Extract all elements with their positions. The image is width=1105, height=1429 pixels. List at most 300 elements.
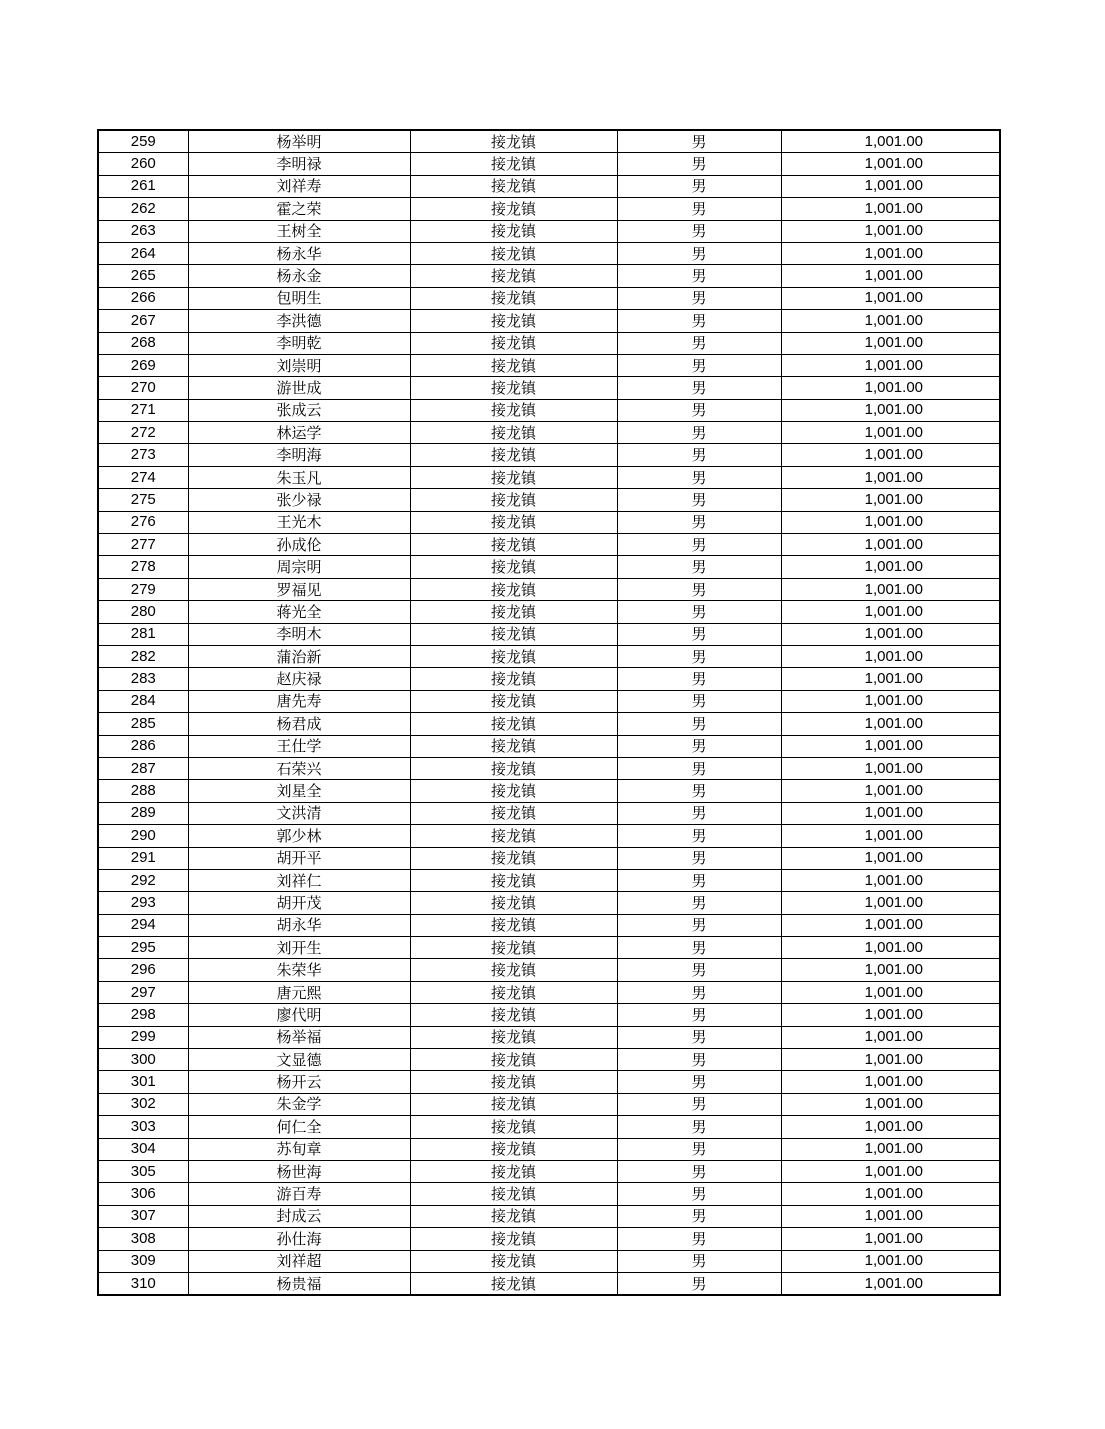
amount-cell: 1,001.00: [781, 310, 1000, 332]
row-number-cell: 269: [98, 354, 188, 376]
table-row: [98, 1138, 1000, 1160]
gender-cell: 男: [617, 354, 781, 376]
table-row: [98, 153, 1000, 175]
amount-cell: 1,001.00: [781, 1093, 1000, 1115]
gender-cell: 男: [617, 534, 781, 556]
name-cell: 王仕学: [188, 735, 410, 757]
town-cell: 接龙镇: [410, 354, 617, 376]
gender-cell: 男: [617, 220, 781, 242]
table-row: [98, 1272, 1000, 1295]
row-number-cell: 305: [98, 1160, 188, 1182]
amount-cell: 1,001.00: [781, 534, 1000, 556]
table-row: [98, 981, 1000, 1003]
gender-cell: 男: [617, 914, 781, 936]
row-number-cell: 291: [98, 847, 188, 869]
town-cell: 接龙镇: [410, 713, 617, 735]
amount-cell: 1,001.00: [781, 1049, 1000, 1071]
amount-cell: 1,001.00: [781, 1205, 1000, 1227]
gender-cell: 男: [617, 1183, 781, 1205]
name-cell: 杨世海: [188, 1160, 410, 1182]
row-number-cell: 282: [98, 645, 188, 667]
name-cell: 朱金学: [188, 1093, 410, 1115]
gender-cell: 男: [617, 847, 781, 869]
town-cell: 接龙镇: [410, 153, 617, 175]
table-row: [98, 310, 1000, 332]
amount-cell: 1,001.00: [781, 1183, 1000, 1205]
town-cell: 接龙镇: [410, 578, 617, 600]
table-row: [98, 1160, 1000, 1182]
gender-cell: 男: [617, 489, 781, 511]
town-cell: 接龙镇: [410, 332, 617, 354]
gender-cell: 男: [617, 645, 781, 667]
town-cell: 接龙镇: [410, 1049, 617, 1071]
town-cell: 接龙镇: [410, 1228, 617, 1250]
data-table: [97, 129, 1001, 1296]
gender-cell: 男: [617, 937, 781, 959]
name-cell: 石荣兴: [188, 757, 410, 779]
town-cell: 接龙镇: [410, 1183, 617, 1205]
table-row: [98, 802, 1000, 824]
table-row: [98, 377, 1000, 399]
name-cell: 杨开云: [188, 1071, 410, 1093]
table-row: [98, 175, 1000, 197]
row-number-cell: 304: [98, 1138, 188, 1160]
table-row: [98, 668, 1000, 690]
gender-cell: 男: [617, 713, 781, 735]
row-number-cell: 289: [98, 802, 188, 824]
table-row: [98, 287, 1000, 309]
gender-cell: 男: [617, 399, 781, 421]
row-number-cell: 281: [98, 623, 188, 645]
table-row: [98, 713, 1000, 735]
row-number-cell: 309: [98, 1250, 188, 1272]
gender-cell: 男: [617, 981, 781, 1003]
amount-cell: 1,001.00: [781, 466, 1000, 488]
name-cell: 朱荣华: [188, 959, 410, 981]
table-row: [98, 556, 1000, 578]
name-cell: 刘祥超: [188, 1250, 410, 1272]
row-number-cell: 290: [98, 825, 188, 847]
town-cell: 接龙镇: [410, 735, 617, 757]
gender-cell: 男: [617, 1228, 781, 1250]
row-number-cell: 297: [98, 981, 188, 1003]
amount-cell: 1,001.00: [781, 242, 1000, 264]
gender-cell: 男: [617, 175, 781, 197]
town-cell: 接龙镇: [410, 802, 617, 824]
gender-cell: 男: [617, 130, 781, 153]
town-cell: 接龙镇: [410, 623, 617, 645]
gender-cell: 男: [617, 153, 781, 175]
amount-cell: 1,001.00: [781, 556, 1000, 578]
table-row: [98, 1205, 1000, 1227]
table-row: [98, 690, 1000, 712]
amount-cell: 1,001.00: [781, 1250, 1000, 1272]
gender-cell: 男: [617, 892, 781, 914]
name-cell: 蒋光全: [188, 601, 410, 623]
amount-cell: 1,001.00: [781, 130, 1000, 153]
gender-cell: 男: [617, 466, 781, 488]
table-body: [98, 130, 1000, 1295]
amount-cell: 1,001.00: [781, 892, 1000, 914]
gender-cell: 男: [617, 578, 781, 600]
row-number-cell: 294: [98, 914, 188, 936]
name-cell: 王光木: [188, 511, 410, 533]
name-cell: 包明生: [188, 287, 410, 309]
row-number-cell: 274: [98, 466, 188, 488]
amount-cell: 1,001.00: [781, 869, 1000, 891]
table-row: [98, 1183, 1000, 1205]
row-number-cell: 293: [98, 892, 188, 914]
gender-cell: 男: [617, 265, 781, 287]
name-cell: 杨君成: [188, 713, 410, 735]
row-number-cell: 265: [98, 265, 188, 287]
name-cell: 刘崇明: [188, 354, 410, 376]
gender-cell: 男: [617, 690, 781, 712]
row-number-cell: 303: [98, 1116, 188, 1138]
row-number-cell: 272: [98, 422, 188, 444]
amount-cell: 1,001.00: [781, 1272, 1000, 1295]
town-cell: 接龙镇: [410, 198, 617, 220]
row-number-cell: 300: [98, 1049, 188, 1071]
town-cell: 接龙镇: [410, 242, 617, 264]
town-cell: 接龙镇: [410, 668, 617, 690]
table-row: [98, 623, 1000, 645]
table-row: [98, 1116, 1000, 1138]
amount-cell: 1,001.00: [781, 645, 1000, 667]
name-cell: 郭少林: [188, 825, 410, 847]
town-cell: 接龙镇: [410, 265, 617, 287]
name-cell: 孙成伦: [188, 534, 410, 556]
amount-cell: 1,001.00: [781, 444, 1000, 466]
table-row: [98, 242, 1000, 264]
name-cell: 朱玉凡: [188, 466, 410, 488]
town-cell: 接龙镇: [410, 556, 617, 578]
town-cell: 接龙镇: [410, 511, 617, 533]
amount-cell: 1,001.00: [781, 1228, 1000, 1250]
amount-cell: 1,001.00: [781, 287, 1000, 309]
amount-cell: 1,001.00: [781, 1116, 1000, 1138]
amount-cell: 1,001.00: [781, 1071, 1000, 1093]
name-cell: 李明木: [188, 623, 410, 645]
amount-cell: 1,001.00: [781, 780, 1000, 802]
table-row: [98, 399, 1000, 421]
amount-cell: 1,001.00: [781, 1004, 1000, 1026]
town-cell: 接龙镇: [410, 1116, 617, 1138]
table-row: [98, 1093, 1000, 1115]
table-row: [98, 892, 1000, 914]
gender-cell: 男: [617, 1116, 781, 1138]
gender-cell: 男: [617, 869, 781, 891]
gender-cell: 男: [617, 1071, 781, 1093]
town-cell: 接龙镇: [410, 377, 617, 399]
table-row: [98, 1026, 1000, 1048]
gender-cell: 男: [617, 332, 781, 354]
town-cell: 接龙镇: [410, 175, 617, 197]
gender-cell: 男: [617, 1093, 781, 1115]
row-number-cell: 298: [98, 1004, 188, 1026]
row-number-cell: 296: [98, 959, 188, 981]
amount-cell: 1,001.00: [781, 489, 1000, 511]
amount-cell: 1,001.00: [781, 959, 1000, 981]
row-number-cell: 302: [98, 1093, 188, 1115]
amount-cell: 1,001.00: [781, 713, 1000, 735]
table-row: [98, 422, 1000, 444]
gender-cell: 男: [617, 556, 781, 578]
name-cell: 刘开生: [188, 937, 410, 959]
amount-cell: 1,001.00: [781, 198, 1000, 220]
table-row: [98, 198, 1000, 220]
name-cell: 封成云: [188, 1205, 410, 1227]
name-cell: 李洪德: [188, 310, 410, 332]
table-row: [98, 959, 1000, 981]
table-row: [98, 825, 1000, 847]
name-cell: 游世成: [188, 377, 410, 399]
town-cell: 接龙镇: [410, 981, 617, 1003]
name-cell: 周宗明: [188, 556, 410, 578]
name-cell: 李明禄: [188, 153, 410, 175]
gender-cell: 男: [617, 757, 781, 779]
table-row: [98, 220, 1000, 242]
row-number-cell: 306: [98, 1183, 188, 1205]
gender-cell: 男: [617, 1004, 781, 1026]
town-cell: 接龙镇: [410, 601, 617, 623]
table-row: [98, 332, 1000, 354]
name-cell: 杨贵福: [188, 1272, 410, 1295]
amount-cell: 1,001.00: [781, 377, 1000, 399]
row-number-cell: 267: [98, 310, 188, 332]
row-number-cell: 301: [98, 1071, 188, 1093]
row-number-cell: 259: [98, 130, 188, 153]
town-cell: 接龙镇: [410, 847, 617, 869]
table-row: [98, 735, 1000, 757]
amount-cell: 1,001.00: [781, 735, 1000, 757]
amount-cell: 1,001.00: [781, 757, 1000, 779]
amount-cell: 1,001.00: [781, 981, 1000, 1003]
town-cell: 接龙镇: [410, 959, 617, 981]
table-row: [98, 1071, 1000, 1093]
amount-cell: 1,001.00: [781, 802, 1000, 824]
amount-cell: 1,001.00: [781, 1138, 1000, 1160]
town-cell: 接龙镇: [410, 757, 617, 779]
table-row: [98, 869, 1000, 891]
name-cell: 罗福见: [188, 578, 410, 600]
amount-cell: 1,001.00: [781, 1160, 1000, 1182]
amount-cell: 1,001.00: [781, 914, 1000, 936]
name-cell: 何仁全: [188, 1116, 410, 1138]
table-row: [98, 601, 1000, 623]
table-row: [98, 1228, 1000, 1250]
gender-cell: 男: [617, 1138, 781, 1160]
gender-cell: 男: [617, 422, 781, 444]
gender-cell: 男: [617, 242, 781, 264]
name-cell: 廖代明: [188, 1004, 410, 1026]
gender-cell: 男: [617, 1250, 781, 1272]
table-row: [98, 578, 1000, 600]
row-number-cell: 276: [98, 511, 188, 533]
town-cell: 接龙镇: [410, 780, 617, 802]
row-number-cell: 278: [98, 556, 188, 578]
name-cell: 刘祥仁: [188, 869, 410, 891]
table-row: [98, 130, 1000, 153]
gender-cell: 男: [617, 444, 781, 466]
name-cell: 刘星全: [188, 780, 410, 802]
town-cell: 接龙镇: [410, 310, 617, 332]
town-cell: 接龙镇: [410, 399, 617, 421]
table-row: [98, 914, 1000, 936]
table-row: [98, 1250, 1000, 1272]
town-cell: 接龙镇: [410, 130, 617, 153]
gender-cell: 男: [617, 802, 781, 824]
town-cell: 接龙镇: [410, 422, 617, 444]
gender-cell: 男: [617, 601, 781, 623]
name-cell: 林运学: [188, 422, 410, 444]
row-number-cell: 288: [98, 780, 188, 802]
row-number-cell: 268: [98, 332, 188, 354]
row-number-cell: 292: [98, 869, 188, 891]
town-cell: 接龙镇: [410, 937, 617, 959]
name-cell: 唐先寿: [188, 690, 410, 712]
town-cell: 接龙镇: [410, 287, 617, 309]
table-row: [98, 534, 1000, 556]
gender-cell: 男: [617, 780, 781, 802]
amount-cell: 1,001.00: [781, 668, 1000, 690]
row-number-cell: 299: [98, 1026, 188, 1048]
town-cell: 接龙镇: [410, 892, 617, 914]
amount-cell: 1,001.00: [781, 220, 1000, 242]
amount-cell: 1,001.00: [781, 690, 1000, 712]
table-row: [98, 937, 1000, 959]
gender-cell: 男: [617, 1272, 781, 1295]
town-cell: 接龙镇: [410, 1004, 617, 1026]
row-number-cell: 285: [98, 713, 188, 735]
amount-cell: 1,001.00: [781, 265, 1000, 287]
row-number-cell: 262: [98, 198, 188, 220]
row-number-cell: 264: [98, 242, 188, 264]
row-number-cell: 266: [98, 287, 188, 309]
amount-cell: 1,001.00: [781, 422, 1000, 444]
gender-cell: 男: [617, 1160, 781, 1182]
amount-cell: 1,001.00: [781, 1026, 1000, 1048]
amount-cell: 1,001.00: [781, 937, 1000, 959]
name-cell: 赵庆禄: [188, 668, 410, 690]
gender-cell: 男: [617, 310, 781, 332]
name-cell: 李明乾: [188, 332, 410, 354]
gender-cell: 男: [617, 668, 781, 690]
name-cell: 蒲治新: [188, 645, 410, 667]
row-number-cell: 277: [98, 534, 188, 556]
name-cell: 苏旬章: [188, 1138, 410, 1160]
amount-cell: 1,001.00: [781, 332, 1000, 354]
row-number-cell: 295: [98, 937, 188, 959]
table-row: [98, 1004, 1000, 1026]
row-number-cell: 284: [98, 690, 188, 712]
town-cell: 接龙镇: [410, 466, 617, 488]
row-number-cell: 279: [98, 578, 188, 600]
town-cell: 接龙镇: [410, 914, 617, 936]
amount-cell: 1,001.00: [781, 623, 1000, 645]
gender-cell: 男: [617, 511, 781, 533]
table-row: [98, 265, 1000, 287]
row-number-cell: 273: [98, 444, 188, 466]
row-number-cell: 270: [98, 377, 188, 399]
name-cell: 孙仕海: [188, 1228, 410, 1250]
row-number-cell: 263: [98, 220, 188, 242]
name-cell: 胡永华: [188, 914, 410, 936]
row-number-cell: 310: [98, 1272, 188, 1295]
amount-cell: 1,001.00: [781, 511, 1000, 533]
town-cell: 接龙镇: [410, 1160, 617, 1182]
row-number-cell: 287: [98, 757, 188, 779]
row-number-cell: 286: [98, 735, 188, 757]
gender-cell: 男: [617, 377, 781, 399]
gender-cell: 男: [617, 1026, 781, 1048]
name-cell: 杨举明: [188, 130, 410, 153]
town-cell: 接龙镇: [410, 690, 617, 712]
table-row: [98, 354, 1000, 376]
row-number-cell: 307: [98, 1205, 188, 1227]
name-cell: 游百寿: [188, 1183, 410, 1205]
name-cell: 胡开茂: [188, 892, 410, 914]
town-cell: 接龙镇: [410, 825, 617, 847]
table-row: [98, 511, 1000, 533]
town-cell: 接龙镇: [410, 869, 617, 891]
row-number-cell: 280: [98, 601, 188, 623]
name-cell: 胡开平: [188, 847, 410, 869]
gender-cell: 男: [617, 959, 781, 981]
row-number-cell: 275: [98, 489, 188, 511]
town-cell: 接龙镇: [410, 1272, 617, 1295]
amount-cell: 1,001.00: [781, 354, 1000, 376]
name-cell: 王树全: [188, 220, 410, 242]
table-row: [98, 466, 1000, 488]
town-cell: 接龙镇: [410, 489, 617, 511]
town-cell: 接龙镇: [410, 1250, 617, 1272]
gender-cell: 男: [617, 198, 781, 220]
amount-cell: 1,001.00: [781, 847, 1000, 869]
row-number-cell: 271: [98, 399, 188, 421]
table-row: [98, 444, 1000, 466]
row-number-cell: 261: [98, 175, 188, 197]
table-row: [98, 1049, 1000, 1071]
town-cell: 接龙镇: [410, 1093, 617, 1115]
amount-cell: 1,001.00: [781, 601, 1000, 623]
table-row: [98, 645, 1000, 667]
table-row: [98, 780, 1000, 802]
row-number-cell: 308: [98, 1228, 188, 1250]
town-cell: 接龙镇: [410, 1205, 617, 1227]
town-cell: 接龙镇: [410, 645, 617, 667]
name-cell: 李明海: [188, 444, 410, 466]
name-cell: 杨永金: [188, 265, 410, 287]
gender-cell: 男: [617, 287, 781, 309]
name-cell: 文洪清: [188, 802, 410, 824]
gender-cell: 男: [617, 1205, 781, 1227]
town-cell: 接龙镇: [410, 534, 617, 556]
amount-cell: 1,001.00: [781, 399, 1000, 421]
amount-cell: 1,001.00: [781, 825, 1000, 847]
name-cell: 唐元熙: [188, 981, 410, 1003]
table-row: [98, 757, 1000, 779]
row-number-cell: 260: [98, 153, 188, 175]
name-cell: 刘祥寿: [188, 175, 410, 197]
table-row: [98, 489, 1000, 511]
row-number-cell: 283: [98, 668, 188, 690]
name-cell: 张少禄: [188, 489, 410, 511]
name-cell: 杨永华: [188, 242, 410, 264]
gender-cell: 男: [617, 623, 781, 645]
town-cell: 接龙镇: [410, 444, 617, 466]
amount-cell: 1,001.00: [781, 175, 1000, 197]
